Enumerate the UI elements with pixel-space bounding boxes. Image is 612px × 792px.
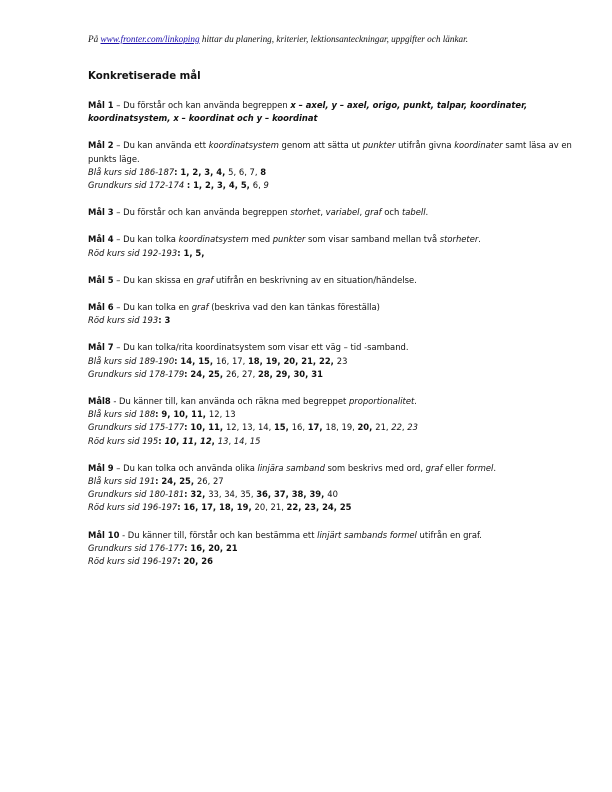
exercise-number: 11: [191, 409, 203, 420]
list-separator: ,: [234, 180, 241, 191]
goal-description: [88, 139, 588, 165]
ref-separator: :: [155, 409, 162, 420]
goal-text: .: [478, 234, 481, 245]
goal-text: – Du kan tolka/rita koordinatsystem som visar ett väg – tid -samband.: [113, 342, 409, 353]
exercise-number: 1: [183, 247, 190, 258]
course-page-ref: Blå kurs sid 186-187: [88, 166, 175, 177]
goal-item: [88, 233, 588, 259]
list-separator: ,: [189, 247, 196, 258]
list-separator: ,: [198, 180, 206, 191]
list-separator: ,: [277, 355, 284, 366]
exercise-number: 3: [216, 180, 223, 191]
list-separator: ,: [248, 502, 255, 513]
course-page-ref: Röd kurs sid 192-193: [88, 247, 178, 258]
exercise-number: 20: [183, 556, 196, 567]
exercise-reference: [88, 408, 588, 421]
exercise-number: 11: [182, 435, 194, 446]
goal-item: [88, 139, 588, 192]
goal-text: – Du kan tolka och använda olika: [113, 462, 258, 473]
list-separator: ,: [333, 502, 340, 513]
course-page-ref: Grundkurs sid 172-174: [88, 180, 187, 191]
list-separator: ,: [202, 542, 209, 553]
goal-text: koordinatsystem: [178, 234, 249, 245]
list-separator: ,: [222, 166, 229, 177]
exercise-number: 13: [217, 435, 229, 446]
goal-text: – Du förstår och kan använda begreppen: [113, 207, 291, 218]
exercise-number: 35: [240, 489, 251, 500]
exercise-number: 17: [231, 355, 243, 366]
goal-text: och: [381, 207, 402, 218]
exercise-number: 26: [196, 476, 208, 487]
list-separator: ,: [285, 422, 292, 433]
list-separator: ,: [219, 422, 226, 433]
exercise-number: 2: [192, 166, 199, 177]
goals-list: [88, 99, 588, 568]
course-page-ref: Blå kurs sid 191: [88, 476, 156, 487]
list-separator: ,: [259, 355, 266, 366]
exercise-number: 13: [224, 409, 236, 420]
exercise-number: 23: [336, 355, 348, 366]
ref-separator: :: [155, 476, 162, 487]
exercise-number: 27: [241, 368, 253, 379]
exercise-reference: [88, 555, 588, 568]
goal-text: genom att sätta ut: [278, 140, 363, 151]
list-separator: ,: [185, 409, 192, 420]
goal-text: ,: [359, 207, 365, 218]
list-separator: ,: [315, 502, 323, 513]
list-separator: ,: [236, 422, 242, 433]
goal-text: .: [414, 396, 417, 407]
exercise-number: 26: [201, 556, 213, 567]
goal-text: som visar samband mellan två: [305, 234, 440, 245]
ref-separator: :: [184, 422, 191, 433]
list-separator: ,: [202, 422, 209, 433]
ref-separator: :: [174, 166, 181, 177]
goal-description: [88, 462, 588, 475]
course-page-ref: Röd kurs sid 193: [88, 315, 159, 326]
course-page-ref: Blå kurs sid 188: [88, 409, 156, 420]
exercise-reference: [88, 435, 588, 448]
exercise-number: 5: [228, 166, 234, 177]
ref-separator: :: [177, 502, 184, 513]
goal-text: variabel: [325, 207, 360, 218]
exercise-number: 21: [225, 542, 238, 553]
list-separator: ,: [252, 368, 258, 379]
exercise-number: 25: [208, 368, 220, 379]
exercise-reference: [88, 166, 588, 179]
list-separator: ,: [233, 166, 239, 177]
goal-item: [88, 341, 588, 381]
goal-text: storhet: [290, 207, 321, 218]
goal-text: linjärt sambands formel: [317, 529, 417, 540]
exercise-reference: [88, 421, 588, 434]
ref-separator: :: [184, 489, 191, 500]
goal-text: – Du förstår och kan använda begreppen: [113, 100, 291, 110]
exercise-number: 18: [247, 355, 260, 366]
exercise-reference: [88, 368, 588, 381]
exercise-reference: [88, 355, 588, 368]
exercise-number: 24: [322, 502, 334, 513]
ref-separator: :: [177, 556, 184, 567]
exercise-number: 17: [201, 502, 213, 513]
list-separator: ,: [202, 489, 209, 500]
exercise-number: 24: [190, 368, 203, 379]
goal-description: [88, 301, 588, 314]
list-separator: ,: [369, 422, 376, 433]
list-separator: ,: [268, 422, 274, 433]
list-separator: ,: [267, 489, 274, 500]
exercise-number: 5: [240, 180, 247, 191]
list-separator: ,: [305, 368, 312, 379]
exercise-number: 2: [205, 180, 211, 191]
exercise-number: 10: [164, 435, 177, 446]
fronter-link[interactable]: www.fronter.com/linkoping: [100, 34, 200, 44]
list-separator: ,: [352, 422, 358, 433]
list-separator: ,: [218, 489, 225, 500]
exercise-number: 28: [257, 368, 270, 379]
exercise-number: 20: [254, 502, 266, 513]
list-separator: ,: [195, 556, 202, 567]
exercise-number: 7: [249, 166, 255, 177]
goal-label: Mål 5: [88, 274, 114, 285]
exercise-number: 24: [161, 476, 174, 487]
list-separator: ,: [254, 166, 261, 177]
list-separator: ,: [258, 180, 264, 191]
exercise-number: 6: [252, 180, 259, 191]
exercise-number: 22: [286, 502, 299, 513]
goal-description: [88, 395, 588, 408]
exercise-number: 31: [311, 368, 323, 379]
exercise-number: 13: [241, 422, 253, 433]
list-separator: ,: [201, 247, 205, 258]
exercise-reference: [88, 179, 588, 192]
list-separator: ,: [244, 166, 250, 177]
exercise-number: 16: [190, 542, 203, 553]
goal-text: samt läsa av en punkts läge.: [88, 140, 572, 164]
list-separator: ,: [250, 489, 257, 500]
goal-text: graf: [196, 274, 214, 285]
exercise-number: 9: [161, 409, 168, 420]
ref-separator: :: [158, 315, 165, 326]
exercise-number: 14: [233, 435, 245, 446]
goal-item: [88, 274, 588, 287]
goal-text: punkter: [362, 140, 396, 151]
exercise-number: 18: [325, 422, 337, 433]
goal-text: .: [493, 462, 497, 473]
course-page-ref: Grundkurs sid 176-177: [88, 542, 185, 553]
list-separator: ,: [210, 180, 217, 191]
exercise-number: 25: [179, 476, 191, 487]
ref-separator: :: [186, 180, 194, 191]
goal-description: [88, 341, 588, 354]
list-separator: ,: [222, 180, 229, 191]
list-separator: ,: [401, 422, 408, 433]
goal-text: utifrån givna: [395, 140, 455, 151]
exercise-number: 16: [291, 422, 303, 433]
exercise-number: 32: [190, 489, 203, 500]
goal-item: [88, 529, 588, 569]
list-separator: ,: [242, 355, 248, 366]
course-page-ref: Blå kurs sid 189-190: [88, 355, 175, 366]
exercise-number: 20: [357, 422, 370, 433]
exercise-number: 20: [208, 542, 220, 553]
exercise-number: 11: [208, 422, 220, 433]
goal-description: [88, 529, 588, 542]
goal-item: [88, 395, 588, 448]
exercise-reference: [88, 542, 588, 555]
goal-text: eller: [442, 462, 467, 473]
list-separator: ,: [192, 355, 199, 366]
exercise-number: 22: [391, 422, 402, 433]
exercise-number: 19: [265, 355, 278, 366]
list-separator: ,: [219, 368, 226, 379]
goal-description: [88, 99, 588, 125]
goal-label: Mål 1: [88, 100, 114, 110]
exercise-reference: [88, 314, 588, 327]
exercise-reference: [88, 488, 588, 501]
list-separator: ,: [287, 368, 294, 379]
goal-text: punkter: [272, 234, 306, 245]
goal-text: - Du känner till, kan använda och räkna med begreppet: [110, 396, 349, 407]
goal-text: – Du kan skissa en: [113, 274, 197, 285]
exercise-number: 21: [301, 355, 313, 366]
course-page-ref: Röd kurs sid 195: [88, 435, 159, 446]
exercise-number: 15: [249, 435, 261, 446]
exercise-number: 21: [375, 422, 386, 433]
goal-text: – Du kan tolka en: [113, 302, 192, 313]
goal-text: (beskriva vad den kan tänkas föreställa): [208, 302, 380, 313]
goal-label: Mål 4: [88, 234, 114, 245]
list-separator: ,: [302, 422, 308, 433]
exercise-number: 38: [291, 489, 304, 500]
goal-text: koordinater: [454, 140, 503, 151]
list-separator: ,: [230, 502, 237, 513]
goal-item: [88, 462, 588, 515]
exercise-number: 12: [200, 435, 212, 446]
intro-prefix: På: [88, 34, 101, 44]
goal-item: [88, 99, 588, 125]
list-separator: ,: [265, 502, 271, 513]
goal-description: [88, 274, 588, 287]
exercise-number: 3: [204, 166, 211, 177]
exercise-number: 14: [257, 422, 269, 433]
list-separator: ,: [244, 435, 250, 446]
goal-label: Mål 6: [88, 302, 114, 313]
exercise-number: 37: [273, 489, 286, 500]
exercise-number: 34: [224, 489, 235, 500]
list-separator: ,: [269, 368, 276, 379]
exercise-number: 10: [173, 409, 186, 420]
goal-description: [88, 233, 588, 246]
list-separator: ,: [295, 355, 302, 366]
exercise-number: 33: [208, 489, 219, 500]
exercise-number: 16: [215, 355, 227, 366]
course-page-ref: Röd kurs sid 196-197: [88, 556, 178, 567]
goal-label: Mål 2: [88, 140, 114, 151]
exercise-number: 40: [327, 489, 338, 500]
goal-text: proportionalitet: [348, 396, 415, 407]
exercise-number: 22: [319, 355, 331, 366]
exercise-number: 4: [228, 180, 235, 191]
goal-label: Mål 7: [88, 342, 114, 353]
course-page-ref: Grundkurs sid 178-179: [88, 368, 185, 379]
list-separator: ,: [176, 435, 183, 446]
ref-separator: :: [184, 368, 191, 379]
list-separator: ,: [202, 368, 209, 379]
goal-text: linjära samband: [257, 462, 325, 473]
exercise-number: 3: [164, 315, 171, 326]
goal-text: tabell: [401, 207, 426, 218]
course-page-ref: Grundkurs sid 175-177: [88, 422, 185, 433]
exercise-number: 5: [195, 247, 202, 258]
list-separator: ,: [207, 476, 213, 487]
list-separator: ,: [173, 476, 180, 487]
goal-description: [88, 206, 588, 219]
goal-text: graf: [191, 302, 209, 313]
goal-text: koordinatsystem: [208, 140, 279, 151]
list-separator: ,: [246, 180, 253, 191]
exercise-number: 9: [263, 180, 269, 191]
goal-label: Mål8: [88, 396, 111, 407]
ref-separator: :: [158, 435, 165, 446]
exercise-number: 18: [219, 502, 231, 513]
goal-label: Mål 9: [88, 462, 114, 473]
exercise-reference: [88, 247, 588, 260]
goal-text: - Du känner till, förstår och kan bestämma ett: [119, 529, 318, 540]
exercise-number: 27: [212, 476, 224, 487]
list-separator: ,: [211, 435, 218, 446]
list-separator: ,: [167, 409, 174, 420]
exercise-number: 21: [270, 502, 282, 513]
exercise-number: 17: [307, 422, 320, 433]
list-separator: ,: [209, 355, 216, 366]
goal-item: [88, 206, 588, 219]
exercise-number: 1: [180, 166, 187, 177]
goal-text: som beskrivs med ord,: [324, 462, 426, 473]
list-separator: ,: [236, 368, 242, 379]
exercise-number: 12: [208, 409, 220, 420]
goal-text: – Du kan tolka: [113, 234, 179, 245]
intro-suffix: hittar du planering, kriterier, lektionsanteckningar, uppgifter och länkar.: [199, 34, 468, 44]
list-separator: ,: [319, 422, 326, 433]
goal-text: ,: [320, 207, 326, 218]
exercise-number: 36: [256, 489, 268, 500]
ref-separator: :: [184, 542, 191, 553]
list-separator: ,: [303, 489, 310, 500]
list-separator: ,: [312, 355, 320, 366]
list-separator: ,: [195, 502, 202, 513]
exercise-number: 20: [283, 355, 296, 366]
goal-text: .: [425, 207, 429, 218]
list-separator: ,: [219, 409, 225, 420]
exercise-number: 30: [293, 368, 306, 379]
list-separator: ,: [198, 166, 205, 177]
exercise-number: 23: [407, 422, 418, 433]
exercise-number: 1: [193, 180, 199, 191]
exercise-number: 19: [236, 502, 249, 513]
list-separator: ,: [202, 409, 209, 420]
course-page-ref: Röd kurs sid 196-197: [88, 502, 178, 513]
list-separator: ,: [234, 489, 241, 500]
goal-text: med: [248, 234, 273, 245]
exercise-number: 16: [183, 502, 196, 513]
exercise-number: 15: [198, 355, 210, 366]
exercise-number: 12: [225, 422, 237, 433]
intro-line: [88, 34, 468, 44]
exercise-number: 25: [339, 502, 352, 513]
list-separator: ,: [285, 489, 292, 500]
exercise-reference: [88, 475, 588, 488]
exercise-reference: [88, 501, 588, 514]
exercise-number: 26: [225, 368, 237, 379]
exercise-number: 6: [238, 166, 245, 177]
goal-text: utifrån en beskrivning av en situation/händelse.: [213, 274, 417, 285]
list-separator: ,: [336, 422, 342, 433]
goals-section: [88, 70, 588, 582]
exercise-number: 8: [260, 166, 267, 177]
list-separator: ,: [193, 435, 200, 446]
list-separator: ,: [226, 355, 232, 366]
exercise-number: 19: [341, 422, 353, 433]
list-separator: ,: [186, 166, 193, 177]
course-page-ref: Grundkurs sid 180-181: [88, 489, 185, 500]
list-separator: ,: [219, 542, 226, 553]
ref-separator: :: [177, 247, 184, 258]
list-separator: ,: [298, 502, 305, 513]
list-separator: ,: [252, 422, 258, 433]
list-separator: ,: [330, 355, 337, 366]
goal-label: Mål 10: [88, 529, 120, 540]
section-heading: Konkretiserade mål: [88, 71, 201, 82]
exercise-number: 10: [190, 422, 203, 433]
goal-item: [88, 301, 588, 327]
exercise-number: 4: [216, 166, 223, 177]
goal-text: graf: [364, 207, 382, 218]
list-separator: ,: [321, 489, 328, 500]
exercise-number: 29: [275, 368, 288, 379]
list-separator: ,: [212, 502, 220, 513]
list-separator: ,: [281, 502, 287, 513]
goal-text: formel: [466, 462, 494, 473]
list-separator: ,: [190, 476, 197, 487]
exercise-number: 23: [304, 502, 316, 513]
goal-text: utifrån en graf.: [416, 529, 482, 540]
list-separator: ,: [210, 166, 217, 177]
exercise-number: 15: [273, 422, 286, 433]
exercise-number: 14: [180, 355, 193, 366]
list-separator: ,: [228, 435, 234, 446]
goal-label: Mål 3: [88, 207, 114, 218]
ref-separator: :: [174, 355, 181, 366]
goal-text: graf: [425, 462, 443, 473]
goal-text: – Du kan använda ett: [113, 140, 209, 151]
exercise-number: 39: [309, 489, 322, 500]
goal-text: storheter: [439, 234, 479, 245]
goal-text: x – axel, y – axel, origo, punkt, talpar, koordinater, koordinatsystem, x – koordinat och y – koordinat: [88, 100, 528, 124]
list-separator: ,: [385, 422, 392, 433]
